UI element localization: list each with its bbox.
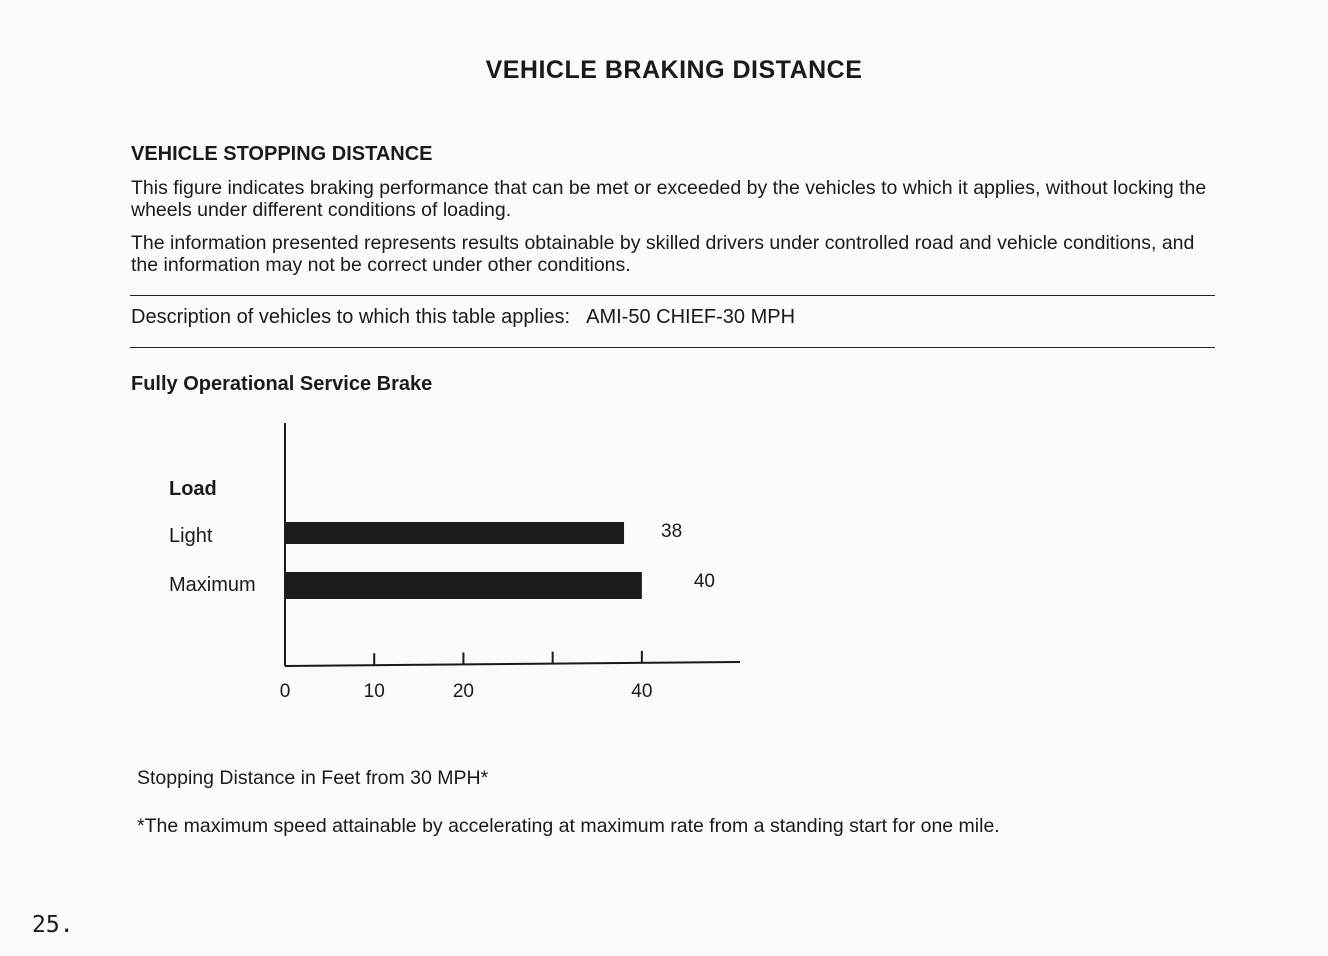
- x-tick-label-10: 10: [363, 681, 385, 702]
- x-tick-label-20: 20: [452, 681, 475, 702]
- category-label-light: Light: [169, 525, 213, 547]
- page-title: VEHICLE BRAKING DISTANCE: [485, 56, 863, 84]
- value-label-maximum: 40: [693, 571, 716, 592]
- x-tick-label-0: 0: [279, 681, 291, 702]
- chart-category-heading: Load: [169, 478, 217, 500]
- bar-light: [285, 522, 624, 544]
- section-title: VEHICLE STOPPING DISTANCE: [131, 143, 433, 165]
- x-axis-line: [285, 662, 740, 666]
- intro-paragraph: This figure indicates braking performance that can be met or exceeded by the vehicles to which it applies, without locking the wheels under different conditions of loading.: [131, 177, 1207, 221]
- x-tick-label-40: 40: [631, 681, 653, 702]
- x-axis-caption: Stopping Distance in Feet from 30 MPH*: [137, 767, 489, 789]
- footnote: *The maximum speed attainable by accelerating at maximum rate from a standing start for one mile.: [137, 815, 1000, 837]
- disclaimer-paragraph: The information presented represents results obtainable by skilled drivers under controlled road and vehicle conditions, and the information may not be correct under other conditions.: [131, 232, 1195, 276]
- value-label-light: 38: [661, 521, 683, 542]
- vehicle-description-value: AMI-50 CHIEF-30 MPH: [586, 306, 796, 328]
- category-label-maximum: Maximum: [169, 574, 256, 596]
- page-number: 25.: [32, 912, 74, 938]
- vehicle-description-label: Description of vehicles to which this table applies:: [131, 306, 571, 328]
- bar-maximum: [285, 572, 642, 599]
- brake-section-title: Fully Operational Service Brake: [131, 373, 433, 395]
